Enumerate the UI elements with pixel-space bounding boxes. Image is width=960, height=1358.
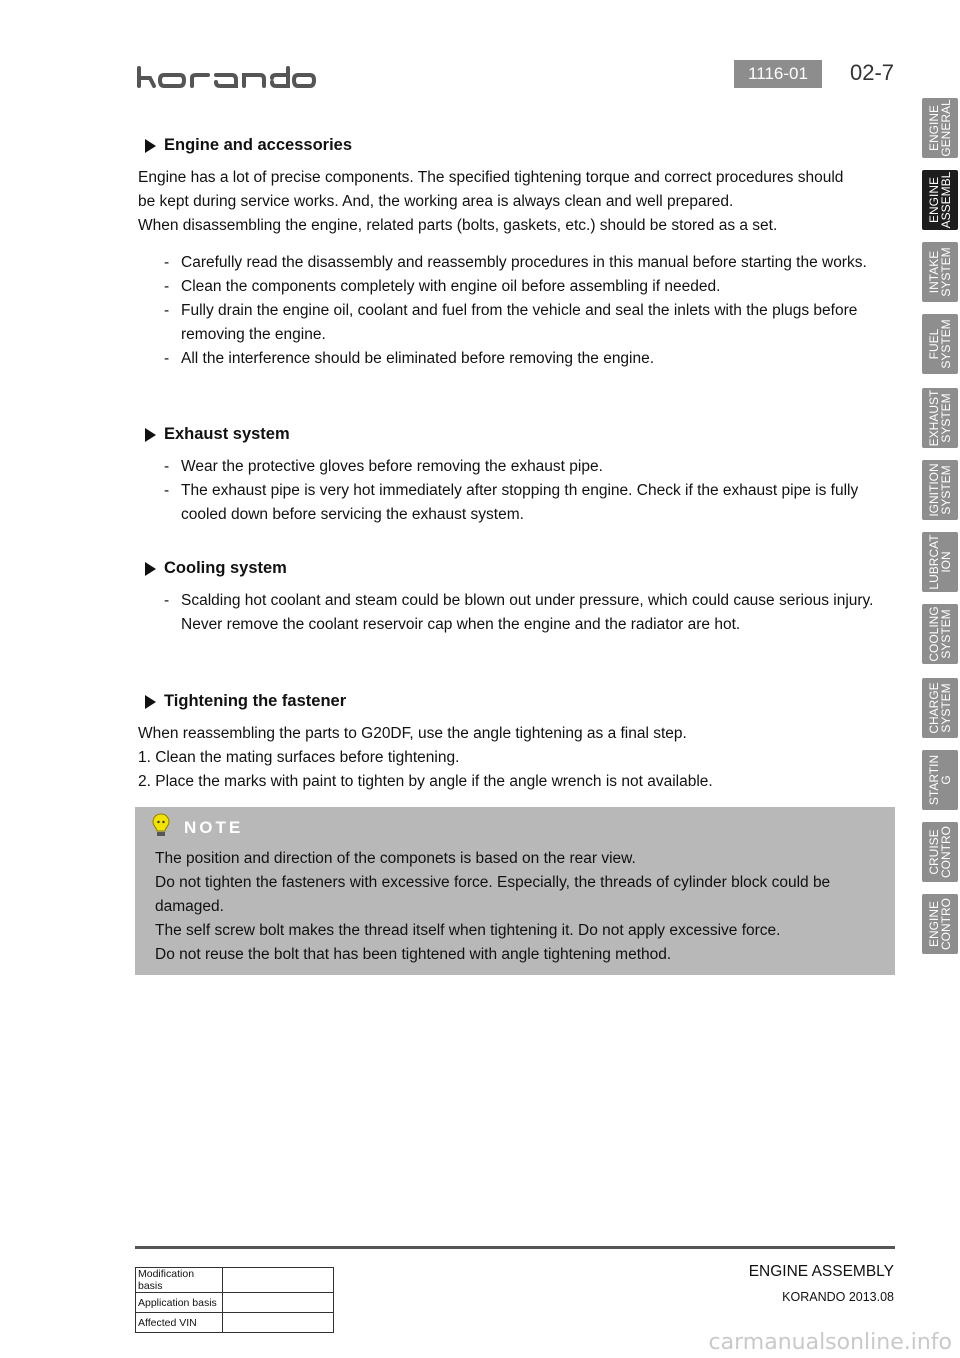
- list-item: - Clean the components completely with engine oil before assembling if needed.: [164, 278, 721, 295]
- exhaust-bullets: [164, 455, 894, 527]
- tab-engine-general[interactable]: ENGINE GENERAL: [922, 98, 958, 158]
- table-row: [136, 1313, 334, 1333]
- table-cell: Modification basis: [136, 1268, 223, 1293]
- cooling-bullets: [164, 589, 894, 637]
- fastener-line: 1. Clean the mating surfaces before tightening.: [138, 749, 460, 766]
- engine-bullets: [164, 251, 894, 371]
- note-text: [155, 847, 875, 967]
- triangle-bullet-icon: [145, 562, 156, 576]
- table-cell: [223, 1268, 334, 1293]
- list-item: - The exhaust pipe is very hot immediately after stopping th engine. Check if the exhaust pipe is fully cooled down before servicing the exhaust system.: [164, 482, 859, 523]
- note-title: NOTE: [184, 818, 244, 837]
- list-item: - Carefully read the disassembly and reassembly procedures in this manual before starting the works.: [164, 254, 867, 271]
- tab-charge-system[interactable]: CHARGE SYSTEM: [922, 678, 958, 738]
- intro-line: When disassembling the engine, related parts (bolts, gaskets, etc.) should be stored as a set.: [138, 217, 778, 234]
- section-title-exhaust: Exhaust system: [145, 425, 290, 444]
- table-cell: Affected VIN: [136, 1313, 223, 1333]
- triangle-bullet-icon: [145, 695, 156, 709]
- table-cell: [223, 1293, 334, 1313]
- watermark: carmanualsonline.info: [708, 1330, 952, 1355]
- triangle-bullet-icon: [145, 139, 156, 153]
- fastener-line: When reassembling the parts to G20DF, use the angle tightening as a final step.: [138, 725, 687, 742]
- tab-engine-control[interactable]: ENGINE CONTRO: [922, 894, 958, 954]
- korando-logo: [136, 66, 316, 88]
- footer-divider: [135, 1246, 895, 1249]
- list-item: - Fully drain the engine oil, coolant and fuel from the vehicle and seal the inlets with the plugs before removing the engine.: [164, 302, 858, 343]
- note-line: Do not reuse the bolt that has been tightened with angle tightening method.: [155, 946, 672, 963]
- note-line: Do not tighten the fasteners with excessive force. Especially, the threads of cylinder block could be: [155, 874, 831, 891]
- table-row: [136, 1268, 334, 1293]
- fastener-text: [138, 722, 898, 794]
- footer-model-date: KORANDO 2013.08: [782, 1290, 894, 1304]
- note-line: damaged.: [155, 898, 224, 915]
- page-number: 02-7: [850, 60, 895, 85]
- table-row: [136, 1293, 334, 1313]
- section-title-cooling: Cooling system: [145, 559, 287, 578]
- tab-lubrication[interactable]: LUBRCAT ION: [922, 532, 958, 592]
- tab-starting[interactable]: STARTIN G: [922, 750, 958, 810]
- engine-intro: [138, 166, 898, 238]
- tab-fuel-system[interactable]: FUEL SYSTEM: [922, 314, 958, 374]
- intro-line: Engine has a lot of precise components. The specified tightening torque and correct procedures should: [138, 169, 844, 186]
- table-cell: [223, 1313, 334, 1333]
- section-title-engine: Engine and accessories: [145, 136, 352, 155]
- note-line: The position and direction of the componets is based on the rear view.: [155, 850, 636, 867]
- triangle-bullet-icon: [145, 428, 156, 442]
- tab-cruise-control[interactable]: CRUISE CONTRO: [922, 822, 958, 882]
- tab-cooling-system[interactable]: COOLING SYSTEM: [922, 604, 958, 664]
- section-code-badge: 1116-01: [734, 60, 822, 88]
- intro-line: be kept during service works. And, the working area is always clean and well prepared.: [138, 193, 734, 210]
- tab-intake-system[interactable]: INTAKE SYSTEM: [922, 242, 958, 302]
- fastener-line: 2. Place the marks with paint to tighten by angle if the angle wrench is not available.: [138, 773, 713, 790]
- footer-chapter-title: ENGINE ASSEMBLY: [748, 1263, 894, 1280]
- tab-exhaust-system[interactable]: EXHAUST SYSTEM: [922, 388, 958, 448]
- section-title-fastener: Tightening the fastener: [145, 692, 346, 711]
- list-item: - Scalding hot coolant and steam could be blown out under pressure, which could cause serious injury. Never remove the coolant reservoir cap when the engine and the radiator are hot.: [164, 592, 874, 633]
- tab-engine-assembly[interactable]: ENGINE ASSEMBL: [922, 170, 958, 230]
- tab-ignition-system[interactable]: IGNITION SYSTEM: [922, 460, 958, 520]
- list-item: - Wear the protective gloves before removing the exhaust pipe.: [164, 458, 603, 475]
- list-item: - All the interference should be eliminated before removing the engine.: [164, 350, 655, 367]
- lightbulb-icon: [150, 812, 172, 838]
- revision-table: [135, 1267, 334, 1333]
- table-cell: Application basis: [136, 1293, 223, 1313]
- note-line: The self screw bolt makes the thread itself when tightening it. Do not apply excessive force.: [155, 922, 781, 939]
